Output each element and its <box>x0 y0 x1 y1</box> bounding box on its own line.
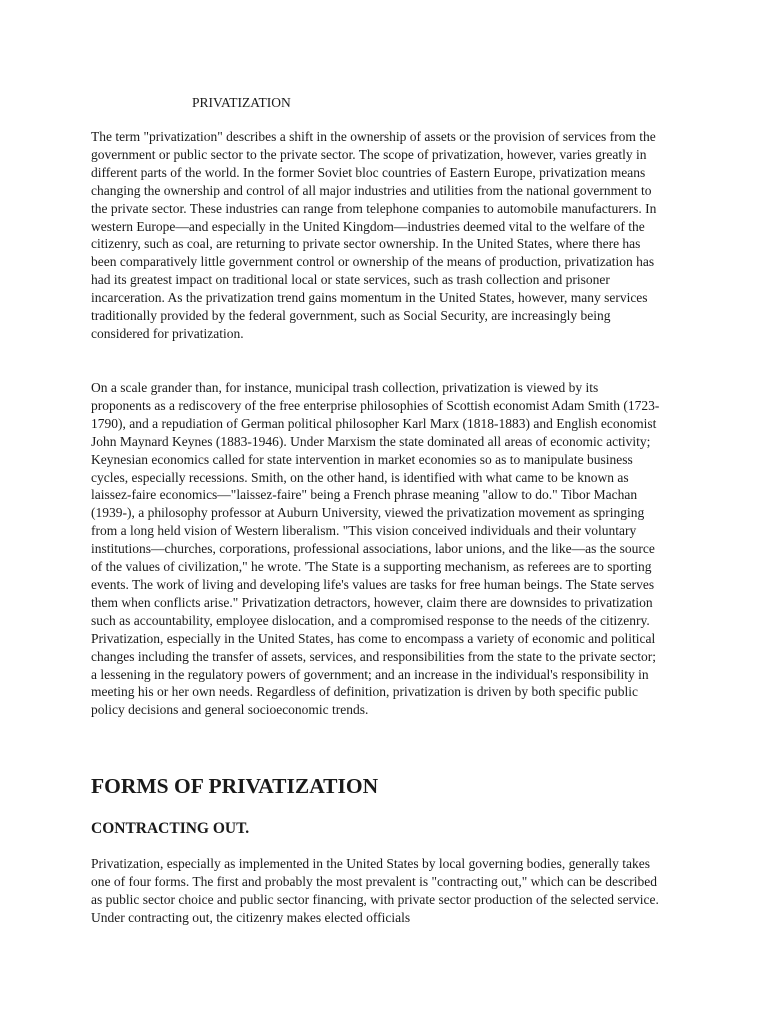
section-heading: FORMS OF PRIVATIZATION <box>91 774 379 798</box>
intro-paragraph: The term "privatization" describes a shift in the ownership of assets or the provision of services from the government or public sector to the private sector. The scope of privatization, however, varies greatly in different parts of the world. In the former Soviet bloc countries of Eastern Europe, privatization means changing the ownership and control of all major industries and utilities from the national government to the private sector. These industries can range from telephone companies to automobile manufacturers. In western Europe—and especially in the United Kingdom—industries deemed vital to the welfare of the citizenry, such as coal, are returning to private sector ownership. In the United States, where there has been comparatively little government control or ownership of the means of production, privatization has had its greatest impact on traditional local or state services, such as trash collection and prisoner incarceration. As the privatization trend gains momentum in the United States, however, many services traditionally provided by the federal government, such as Social Security, are increasingly being considered for privatization. <box>91 129 657 341</box>
document-title: PRIVATIZATION <box>192 95 291 110</box>
contracting-out-paragraph: Privatization, especially as implemented in the United States by local governing bodies, generally takes one of four forms. The first and probably the most prevalent is "contracting out," which can be described as public sector choice and public sector financing, with private sector production of the selected service. Under contracting out, the citizenry makes elected officials <box>91 856 659 925</box>
philosophy-paragraph: On a scale grander than, for instance, municipal trash collection, privatization is viewed by its proponents as a rediscovery of the free enterprise philosophies of Scottish economist Adam Smith (1723-1790), and a repudiation of German political philosopher Karl Marx (1818-1883) and English economist John Maynard Keynes (1883-1946). Under Marxism the state dominated all areas of economic activity; Keynesian economics called for state intervention in market economies so as to manipulate business cycles, especially recessions. Smith, on the other hand, is identified with what came to be known as laissez-faire economics—"laissez-faire" being a French phrase meaning "allow to do." Tibor Machan (1939-), a philosophy professor at Auburn University, viewed the privatization movement as springing from a long held vision of Western liberalism. "This vision conceived individuals and their voluntary institutions—churches, corporations, professional associations, labor unions, and the like—as the source of the values of civilization," he wrote. 'The State is a supporting mechanism, as referees are to sporting events. The work of living and developing life's values are tasks for free human beings. The State serves them when conflicts arise." Privatization detractors, however, claim there are downsides to privatization such as accountability, employee dislocation, and a compromised response to the needs of the citizenry. Privatization, especially in the United States, has come to encompass a variety of economic and political changes including the transfer of assets, services, and responsibilities from the state to the private sector; a lessening in the regulatory powers of government; and an increase in the individual's responsibility in meeting his or her own needs. Regardless of definition, privatization is driven by both specific public policy decisions and general socioeconomic trends. <box>91 380 660 718</box>
subsection-heading: CONTRACTING OUT. <box>91 820 250 837</box>
